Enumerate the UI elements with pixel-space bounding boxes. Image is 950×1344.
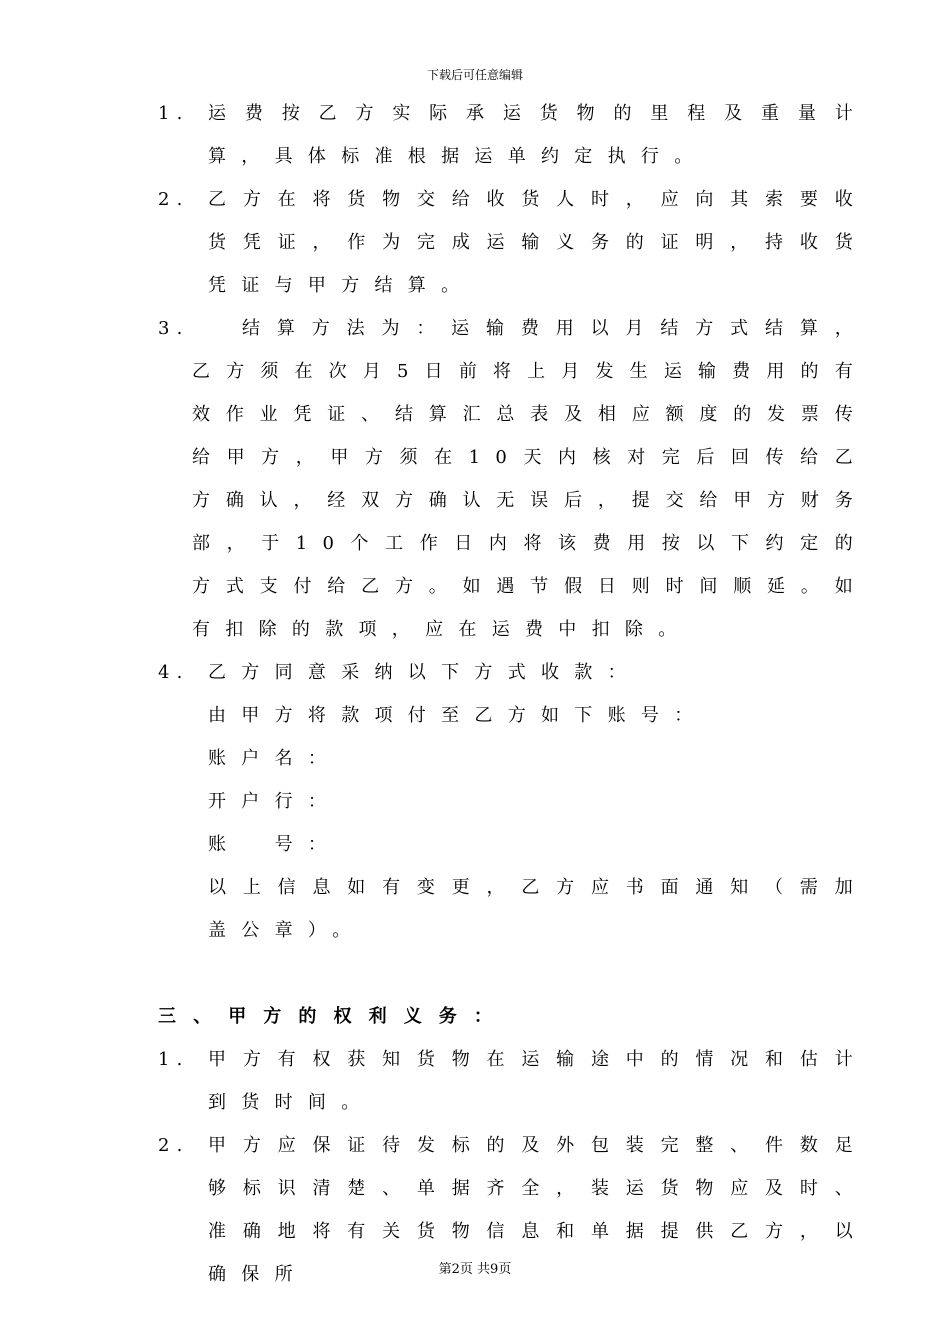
clause-1 [158,92,868,178]
clause-text: 结算方法为：运输费用以月结方式结算，乙方须在次月5日前将上月发生运输费用的有效作业凭证、结算汇总表及相应额度的发票传给甲方，甲方须在10天内核对完后回传给乙方确认，经双方确认无误后，提交给甲方财务部，于10个工作日内将该费用按以下约定的方式支付给乙方。如遇节假日则时间顺延。如有扣除的款项，应在运费中扣除。 [192,318,868,640]
account-number-line: 账 号： [208,834,342,855]
page-footer: 第2页 共9页 [438,1262,512,1277]
clause-text: 运费按乙方实际承运货物的里程及重量计算，具体标准根据运单约定执行。 [208,103,868,167]
document-body [158,92,868,1296]
clause-number: 4. [158,662,190,683]
clause-number: 3. [158,318,190,339]
payment-line: 由甲方将款项付至乙方如下账号： [208,705,708,726]
clause-3 [158,307,868,651]
clause-number: 1. [158,103,190,124]
change-notice-line: 以上信息如有变更，乙方应书面通知（需加盖公章）。 [208,877,868,941]
clause-number: 1. [158,1049,190,1070]
clause-number: 2. [158,189,190,210]
obligation-1 [158,1038,868,1124]
clause-text: 乙方在将货物交给收货人时，应向其索要收货凭证，作为完成运输义务的证明，持收货凭证与甲方结算。 [208,189,868,296]
clause-4 [158,651,868,694]
clause-text: 乙方同意采纳以下方式收款： [208,662,641,683]
clause-text: 甲方应保证待发标的及外包装完整、件数足够标识清楚、单据齐全，装运货物应及时、准确地将有关货物信息和单据提供乙方，以确保所 [208,1135,868,1285]
payment-details [158,694,868,952]
clause-2 [158,178,868,307]
page-header: 下载后可任意编辑 [426,68,523,82]
account-name-line: 账户名： [208,748,342,769]
clause-text: 甲方有权获知货物在运输途中的情况和估计到货时间。 [208,1049,868,1113]
clause-number: 2. [158,1135,190,1156]
bank-line: 开户行： [208,791,342,812]
section-heading: 三、甲方的权利义务： [158,1006,509,1027]
